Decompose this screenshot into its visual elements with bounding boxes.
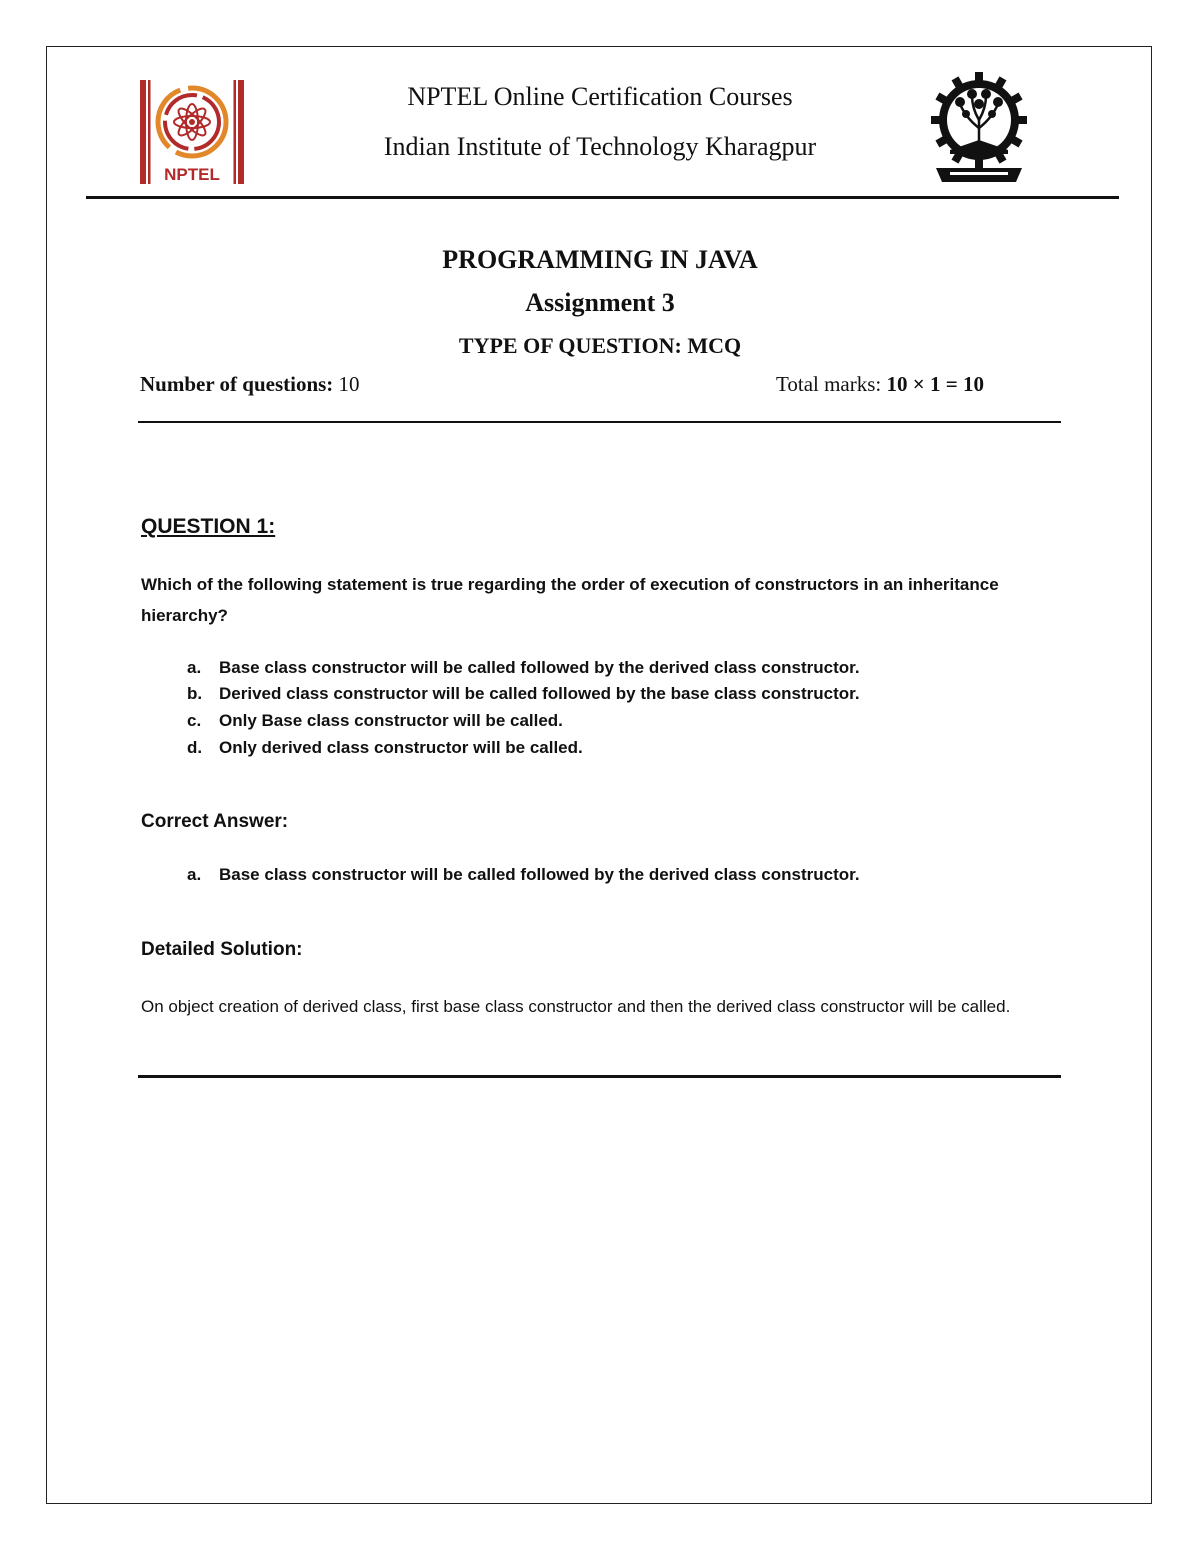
num-questions (140, 372, 360, 397)
correct-answer-heading: Correct Answer: (141, 811, 289, 832)
footer-rule (138, 1075, 1061, 1078)
iit-kharagpur-seal (928, 68, 1030, 186)
option-b-letter: b. (187, 684, 203, 703)
solution-text: On object creation of derived class, first base class constructor and then the derived class constructor will be called. (141, 997, 1011, 1016)
course-title: PROGRAMMING IN JAVA (442, 245, 758, 274)
question-heading: QUESTION 1: (141, 515, 276, 538)
header-rule (86, 196, 1119, 199)
meta-rule (138, 421, 1061, 423)
option-a-text: Base class constructor will be called followed by the derived class constructor. (219, 658, 860, 677)
total-marks-label: Total marks: (776, 372, 882, 396)
question-type (459, 333, 741, 359)
header-line-1: NPTEL Online Certification Courses (407, 82, 793, 111)
question-type-label: TYPE OF QUESTION: (458, 333, 682, 358)
question-type-value: MCQ (687, 333, 742, 358)
num-questions-label: Number of questions: (140, 372, 334, 396)
option-d-text: Only derived class constructor will be called. (219, 738, 583, 757)
nptel-logo (138, 78, 246, 186)
header-line-2: Indian Institute of Technology Kharagpur (383, 132, 817, 161)
option-b-text: Derived class constructor will be called followed by the base class constructor. (219, 684, 860, 703)
answer-text: Base class constructor will be called followed by the derived class constructor. (219, 865, 860, 884)
assignment-title: Assignment 3 (525, 288, 675, 317)
answer-letter: a. (187, 865, 202, 884)
svg-text:NPTEL: NPTEL (164, 165, 220, 184)
question-text: Which of the following statement is true regarding the order of execution of constructors in an inheritance hierarchy? (141, 575, 999, 625)
option-d-letter: d. (187, 738, 203, 757)
option-c-letter: c. (187, 711, 202, 730)
option-a-letter: a. (187, 658, 202, 677)
solution-heading: Detailed Solution: (141, 939, 303, 960)
total-marks (776, 372, 984, 397)
num-questions-value: 10 (338, 372, 360, 396)
total-marks-value: 10 × 1 = 10 (886, 372, 984, 396)
option-c-text: Only Base class constructor will be called. (219, 711, 563, 730)
